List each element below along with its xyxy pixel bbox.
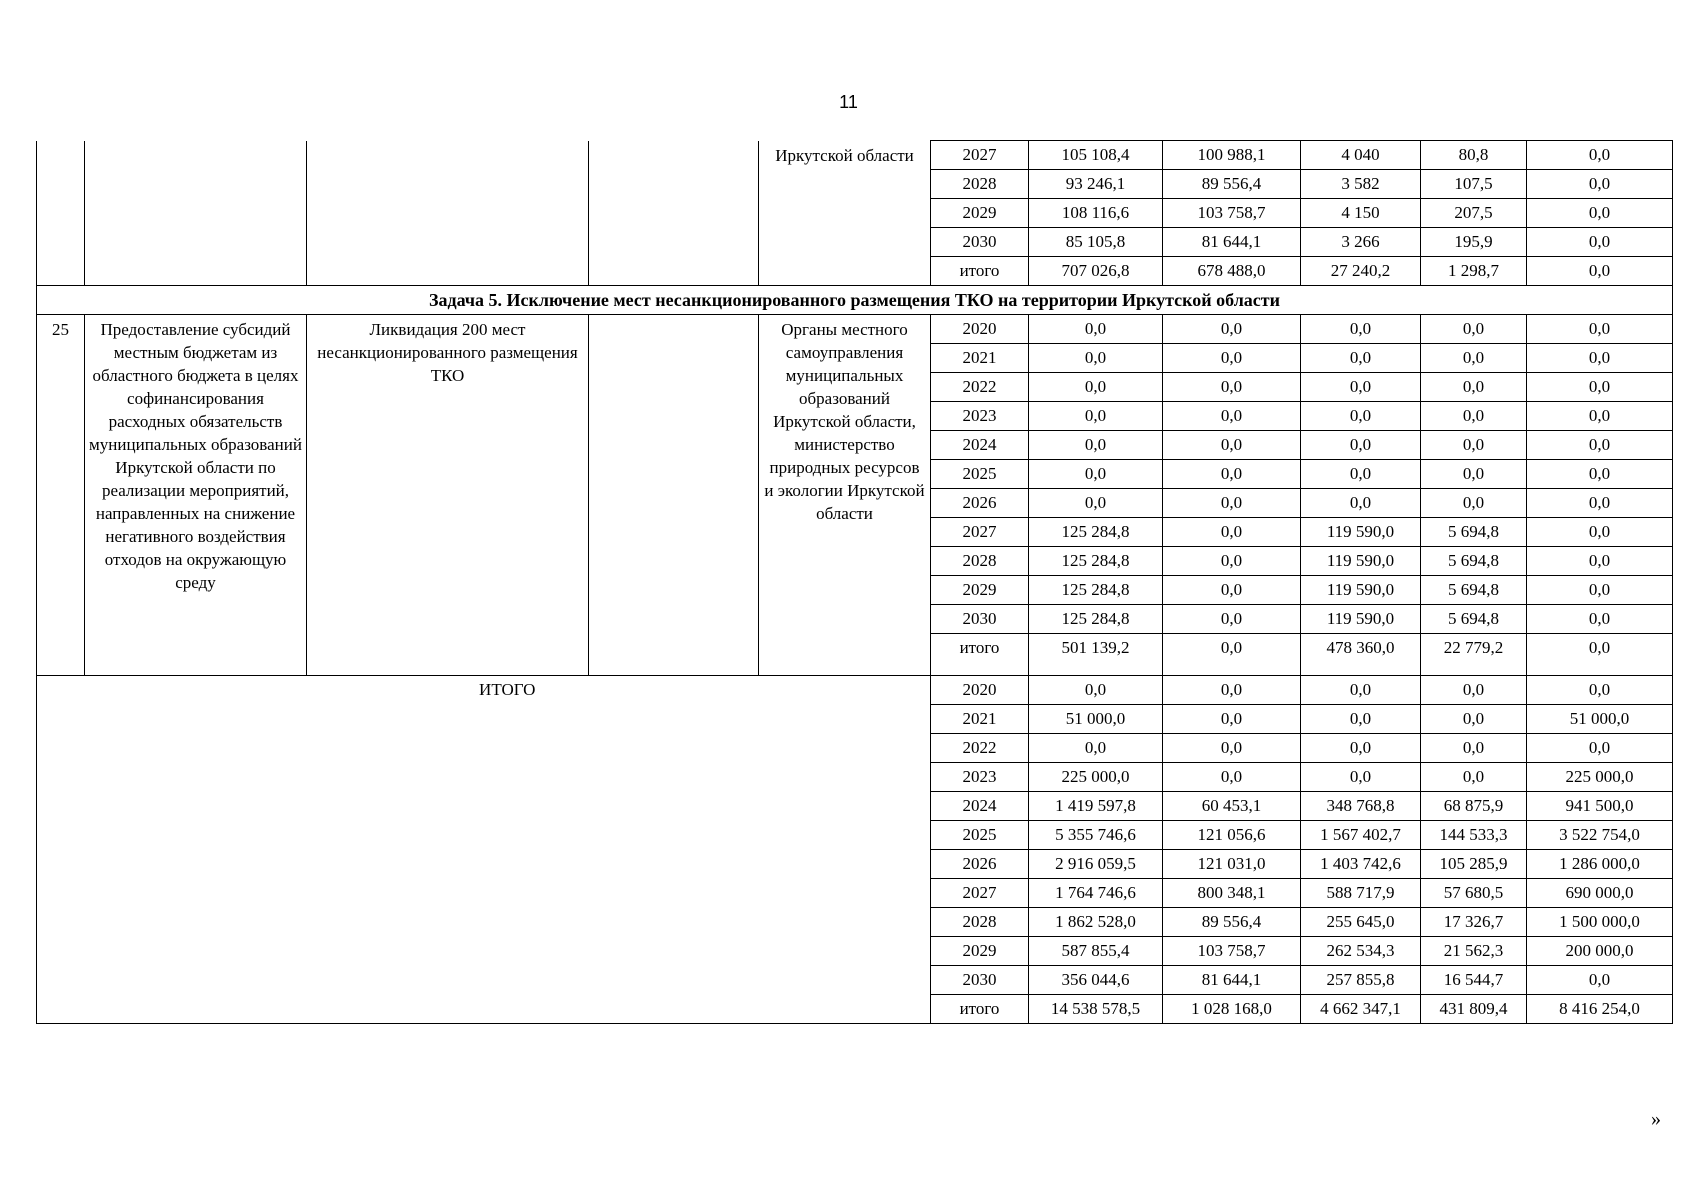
amount-cell: 0,0 bbox=[1527, 141, 1673, 170]
amount-cell: 0,0 bbox=[1527, 576, 1673, 605]
amount-cell: 255 645,0 bbox=[1301, 908, 1421, 937]
amount-cell: 0,0 bbox=[1163, 634, 1301, 676]
amount-cell: 478 360,0 bbox=[1301, 634, 1421, 676]
amount-cell: 5 694,8 bbox=[1421, 576, 1527, 605]
empty-cell bbox=[589, 141, 759, 286]
amount-cell: 0,0 bbox=[1029, 344, 1163, 373]
amount-cell: 3 266 bbox=[1301, 228, 1421, 257]
amount-cell: 60 453,1 bbox=[1163, 792, 1301, 821]
year-cell: 2029 bbox=[931, 576, 1029, 605]
total-block bbox=[37, 676, 1673, 1024]
amount-cell: 125 284,8 bbox=[1029, 605, 1163, 634]
amount-cell: 1 500 000,0 bbox=[1527, 908, 1673, 937]
year-cell: 2025 bbox=[931, 821, 1029, 850]
amount-cell: 108 116,6 bbox=[1029, 199, 1163, 228]
amount-cell: 0,0 bbox=[1029, 676, 1163, 705]
amount-cell: 107,5 bbox=[1421, 170, 1527, 199]
amount-cell: 0,0 bbox=[1527, 460, 1673, 489]
amount-cell: 0,0 bbox=[1527, 518, 1673, 547]
amount-cell: 8 416 254,0 bbox=[1527, 995, 1673, 1024]
amount-cell: 89 556,4 bbox=[1163, 908, 1301, 937]
amount-cell: 0,0 bbox=[1029, 402, 1163, 431]
amount-cell: 81 644,1 bbox=[1163, 966, 1301, 995]
amount-cell: 800 348,1 bbox=[1163, 879, 1301, 908]
amount-cell: 0,0 bbox=[1527, 315, 1673, 344]
amount-cell: 100 988,1 bbox=[1163, 141, 1301, 170]
amount-cell: 0,0 bbox=[1421, 705, 1527, 734]
amount-cell: 0,0 bbox=[1527, 634, 1673, 676]
amount-cell: 207,5 bbox=[1421, 199, 1527, 228]
empty-cell bbox=[37, 676, 85, 1024]
amount-cell: 0,0 bbox=[1301, 460, 1421, 489]
amount-cell: 5 694,8 bbox=[1421, 518, 1527, 547]
amount-cell: 0,0 bbox=[1301, 431, 1421, 460]
table-row bbox=[37, 141, 1673, 170]
amount-cell: 0,0 bbox=[1163, 676, 1301, 705]
executor-cell: Иркутской области bbox=[759, 141, 931, 286]
year-cell: 2028 bbox=[931, 547, 1029, 576]
amount-cell: 200 000,0 bbox=[1527, 937, 1673, 966]
empty-cell bbox=[589, 315, 759, 676]
amount-cell: 0,0 bbox=[1527, 373, 1673, 402]
amount-cell: 125 284,8 bbox=[1029, 576, 1163, 605]
amount-cell: 21 562,3 bbox=[1421, 937, 1527, 966]
table-row bbox=[37, 315, 1673, 344]
amount-cell: 0,0 bbox=[1163, 489, 1301, 518]
amount-cell: 225 000,0 bbox=[1029, 763, 1163, 792]
year-cell: 2024 bbox=[931, 431, 1029, 460]
amount-cell: 356 044,6 bbox=[1029, 966, 1163, 995]
amount-cell: 89 556,4 bbox=[1163, 170, 1301, 199]
amount-cell: 3 582 bbox=[1301, 170, 1421, 199]
amount-cell: 68 875,9 bbox=[1421, 792, 1527, 821]
amount-cell: 0,0 bbox=[1527, 228, 1673, 257]
row-number: 25 bbox=[37, 315, 85, 676]
amount-cell: 678 488,0 bbox=[1163, 257, 1301, 286]
amount-cell: 85 105,8 bbox=[1029, 228, 1163, 257]
amount-cell: 0,0 bbox=[1029, 431, 1163, 460]
amount-cell: 0,0 bbox=[1421, 344, 1527, 373]
year-cell: 2028 bbox=[931, 908, 1029, 937]
amount-cell: 1 286 000,0 bbox=[1527, 850, 1673, 879]
amount-cell: 2 916 059,5 bbox=[1029, 850, 1163, 879]
amount-cell: 16 544,7 bbox=[1421, 966, 1527, 995]
amount-cell: 0,0 bbox=[1301, 489, 1421, 518]
amount-cell: 0,0 bbox=[1163, 705, 1301, 734]
amount-cell: 103 758,7 bbox=[1163, 937, 1301, 966]
closing-quote: » bbox=[1651, 1108, 1661, 1130]
amount-cell: 0,0 bbox=[1163, 576, 1301, 605]
amount-cell: 0,0 bbox=[1163, 605, 1301, 634]
amount-cell: 0,0 bbox=[1527, 402, 1673, 431]
amount-cell: 0,0 bbox=[1301, 402, 1421, 431]
amount-cell: 0,0 bbox=[1421, 676, 1527, 705]
amount-cell: 0,0 bbox=[1527, 676, 1673, 705]
year-cell: 2026 bbox=[931, 850, 1029, 879]
year-cell: 2029 bbox=[931, 199, 1029, 228]
amount-cell: 81 644,1 bbox=[1163, 228, 1301, 257]
amount-cell: 0,0 bbox=[1163, 344, 1301, 373]
amount-cell: 0,0 bbox=[1301, 705, 1421, 734]
task-title-row bbox=[37, 286, 1673, 315]
measure-cell: Предоставление субсидий местным бюджетам из областного бюджета в целях софинансирования расходных обязательств муниципальных образований Иркутской области по реализации мероприятий, направленных на снижение негативного воздействия отходов на окружающую среду bbox=[85, 315, 307, 676]
amount-cell: 1 419 597,8 bbox=[1029, 792, 1163, 821]
amount-cell: 4 150 bbox=[1301, 199, 1421, 228]
amount-cell: 119 590,0 bbox=[1301, 605, 1421, 634]
year-cell: 2027 bbox=[931, 141, 1029, 170]
task5-block bbox=[37, 315, 1673, 676]
year-cell: 2029 bbox=[931, 937, 1029, 966]
amount-cell: 5 694,8 bbox=[1421, 547, 1527, 576]
amount-cell: 0,0 bbox=[1527, 547, 1673, 576]
year-cell: 2022 bbox=[931, 734, 1029, 763]
amount-cell: 144 533,3 bbox=[1421, 821, 1527, 850]
total-label: ИТОГО bbox=[85, 676, 931, 1024]
year-cell: итого bbox=[931, 995, 1029, 1024]
year-cell: 2027 bbox=[931, 518, 1029, 547]
year-cell: 2027 bbox=[931, 879, 1029, 908]
amount-cell: 121 031,0 bbox=[1163, 850, 1301, 879]
amount-cell: 4 662 347,1 bbox=[1301, 995, 1421, 1024]
amount-cell: 51 000,0 bbox=[1527, 705, 1673, 734]
amount-cell: 0,0 bbox=[1301, 315, 1421, 344]
amount-cell: 105 108,4 bbox=[1029, 141, 1163, 170]
amount-cell: 14 538 578,5 bbox=[1029, 995, 1163, 1024]
amount-cell: 103 758,7 bbox=[1163, 199, 1301, 228]
year-cell: 2021 bbox=[931, 344, 1029, 373]
amount-cell: 5 694,8 bbox=[1421, 605, 1527, 634]
amount-cell: 0,0 bbox=[1163, 373, 1301, 402]
amount-cell: 121 056,6 bbox=[1163, 821, 1301, 850]
executor-cell: Органы местного самоуправления муниципальных образований Иркутской области, министерство природных ресурсов и экологии Иркутской области bbox=[759, 315, 931, 676]
amount-cell: 5 355 746,6 bbox=[1029, 821, 1163, 850]
year-cell: 2021 bbox=[931, 705, 1029, 734]
amount-cell: 941 500,0 bbox=[1527, 792, 1673, 821]
amount-cell: 0,0 bbox=[1527, 431, 1673, 460]
amount-cell: 225 000,0 bbox=[1527, 763, 1673, 792]
amount-cell: 0,0 bbox=[1301, 373, 1421, 402]
year-cell: 2024 bbox=[931, 792, 1029, 821]
amount-cell: 0,0 bbox=[1421, 402, 1527, 431]
amount-cell: 587 855,4 bbox=[1029, 937, 1163, 966]
year-cell: 2020 bbox=[931, 676, 1029, 705]
amount-cell: 0,0 bbox=[1163, 460, 1301, 489]
amount-cell: 119 590,0 bbox=[1301, 547, 1421, 576]
amount-cell: 0,0 bbox=[1527, 170, 1673, 199]
year-cell: 2023 bbox=[931, 763, 1029, 792]
amount-cell: 0,0 bbox=[1421, 315, 1527, 344]
amount-cell: 0,0 bbox=[1421, 431, 1527, 460]
amount-cell: 80,8 bbox=[1421, 141, 1527, 170]
amount-cell: 0,0 bbox=[1163, 763, 1301, 792]
amount-cell: 431 809,4 bbox=[1421, 995, 1527, 1024]
amount-cell: 1 298,7 bbox=[1421, 257, 1527, 286]
amount-cell: 0,0 bbox=[1421, 489, 1527, 518]
amount-cell: 0,0 bbox=[1421, 763, 1527, 792]
amount-cell: 0,0 bbox=[1301, 763, 1421, 792]
amount-cell: 0,0 bbox=[1527, 605, 1673, 634]
amount-cell: 1 567 402,7 bbox=[1301, 821, 1421, 850]
amount-cell: 0,0 bbox=[1527, 199, 1673, 228]
amount-cell: 0,0 bbox=[1029, 315, 1163, 344]
amount-cell: 105 285,9 bbox=[1421, 850, 1527, 879]
continued-block bbox=[37, 141, 1673, 286]
amount-cell: 51 000,0 bbox=[1029, 705, 1163, 734]
empty-cell bbox=[37, 141, 85, 286]
amount-cell: 1 403 742,6 bbox=[1301, 850, 1421, 879]
amount-cell: 0,0 bbox=[1163, 402, 1301, 431]
amount-cell: 0,0 bbox=[1421, 734, 1527, 763]
year-cell: 2023 bbox=[931, 402, 1029, 431]
year-cell: 2022 bbox=[931, 373, 1029, 402]
amount-cell: 588 717,9 bbox=[1301, 879, 1421, 908]
year-cell: 2030 bbox=[931, 966, 1029, 995]
page-number: 11 bbox=[839, 92, 858, 112]
task-title: Задача 5. Исключение мест несанкционированного размещения ТКО на территории Иркутской области bbox=[37, 286, 1673, 315]
amount-cell: 119 590,0 bbox=[1301, 518, 1421, 547]
amount-cell: 195,9 bbox=[1421, 228, 1527, 257]
amount-cell: 1 862 528,0 bbox=[1029, 908, 1163, 937]
table-row bbox=[37, 676, 1673, 705]
amount-cell: 93 246,1 bbox=[1029, 170, 1163, 199]
amount-cell: 0,0 bbox=[1301, 734, 1421, 763]
amount-cell: 22 779,2 bbox=[1421, 634, 1527, 676]
amount-cell: 0,0 bbox=[1029, 460, 1163, 489]
year-cell: 2025 bbox=[931, 460, 1029, 489]
year-cell: 2020 bbox=[931, 315, 1029, 344]
task5-header bbox=[37, 286, 1673, 315]
empty-cell bbox=[307, 141, 589, 286]
year-cell: 2030 bbox=[931, 605, 1029, 634]
amount-cell: 0,0 bbox=[1527, 489, 1673, 518]
amount-cell: 1 028 168,0 bbox=[1163, 995, 1301, 1024]
result-cell: Ликвидация 200 мест несанкционированного размещения ТКО bbox=[307, 315, 589, 676]
amount-cell: 17 326,7 bbox=[1421, 908, 1527, 937]
amount-cell: 501 139,2 bbox=[1029, 634, 1163, 676]
amount-cell: 0,0 bbox=[1163, 734, 1301, 763]
amount-cell: 0,0 bbox=[1029, 489, 1163, 518]
amount-cell: 3 522 754,0 bbox=[1527, 821, 1673, 850]
year-cell: 2026 bbox=[931, 489, 1029, 518]
amount-cell: 0,0 bbox=[1163, 431, 1301, 460]
year-cell: 2028 bbox=[931, 170, 1029, 199]
amount-cell: 0,0 bbox=[1421, 373, 1527, 402]
amount-cell: 257 855,8 bbox=[1301, 966, 1421, 995]
amount-cell: 119 590,0 bbox=[1301, 576, 1421, 605]
empty-cell bbox=[85, 141, 307, 286]
amount-cell: 57 680,5 bbox=[1421, 879, 1527, 908]
amount-cell: 0,0 bbox=[1029, 734, 1163, 763]
amount-cell: 27 240,2 bbox=[1301, 257, 1421, 286]
budget-table bbox=[36, 140, 1673, 1024]
amount-cell: 0,0 bbox=[1527, 734, 1673, 763]
amount-cell: 1 764 746,6 bbox=[1029, 879, 1163, 908]
amount-cell: 0,0 bbox=[1301, 344, 1421, 373]
amount-cell: 0,0 bbox=[1527, 966, 1673, 995]
amount-cell: 0,0 bbox=[1163, 315, 1301, 344]
amount-cell: 707 026,8 bbox=[1029, 257, 1163, 286]
amount-cell: 690 000,0 bbox=[1527, 879, 1673, 908]
year-cell: итого bbox=[931, 634, 1029, 676]
amount-cell: 0,0 bbox=[1301, 676, 1421, 705]
amount-cell: 0,0 bbox=[1527, 257, 1673, 286]
amount-cell: 262 534,3 bbox=[1301, 937, 1421, 966]
amount-cell: 0,0 bbox=[1421, 460, 1527, 489]
amount-cell: 4 040 bbox=[1301, 141, 1421, 170]
amount-cell: 125 284,8 bbox=[1029, 518, 1163, 547]
year-cell: итого bbox=[931, 257, 1029, 286]
amount-cell: 0,0 bbox=[1163, 547, 1301, 576]
amount-cell: 0,0 bbox=[1527, 344, 1673, 373]
amount-cell: 0,0 bbox=[1163, 518, 1301, 547]
amount-cell: 125 284,8 bbox=[1029, 547, 1163, 576]
year-cell: 2030 bbox=[931, 228, 1029, 257]
amount-cell: 0,0 bbox=[1029, 373, 1163, 402]
amount-cell: 348 768,8 bbox=[1301, 792, 1421, 821]
